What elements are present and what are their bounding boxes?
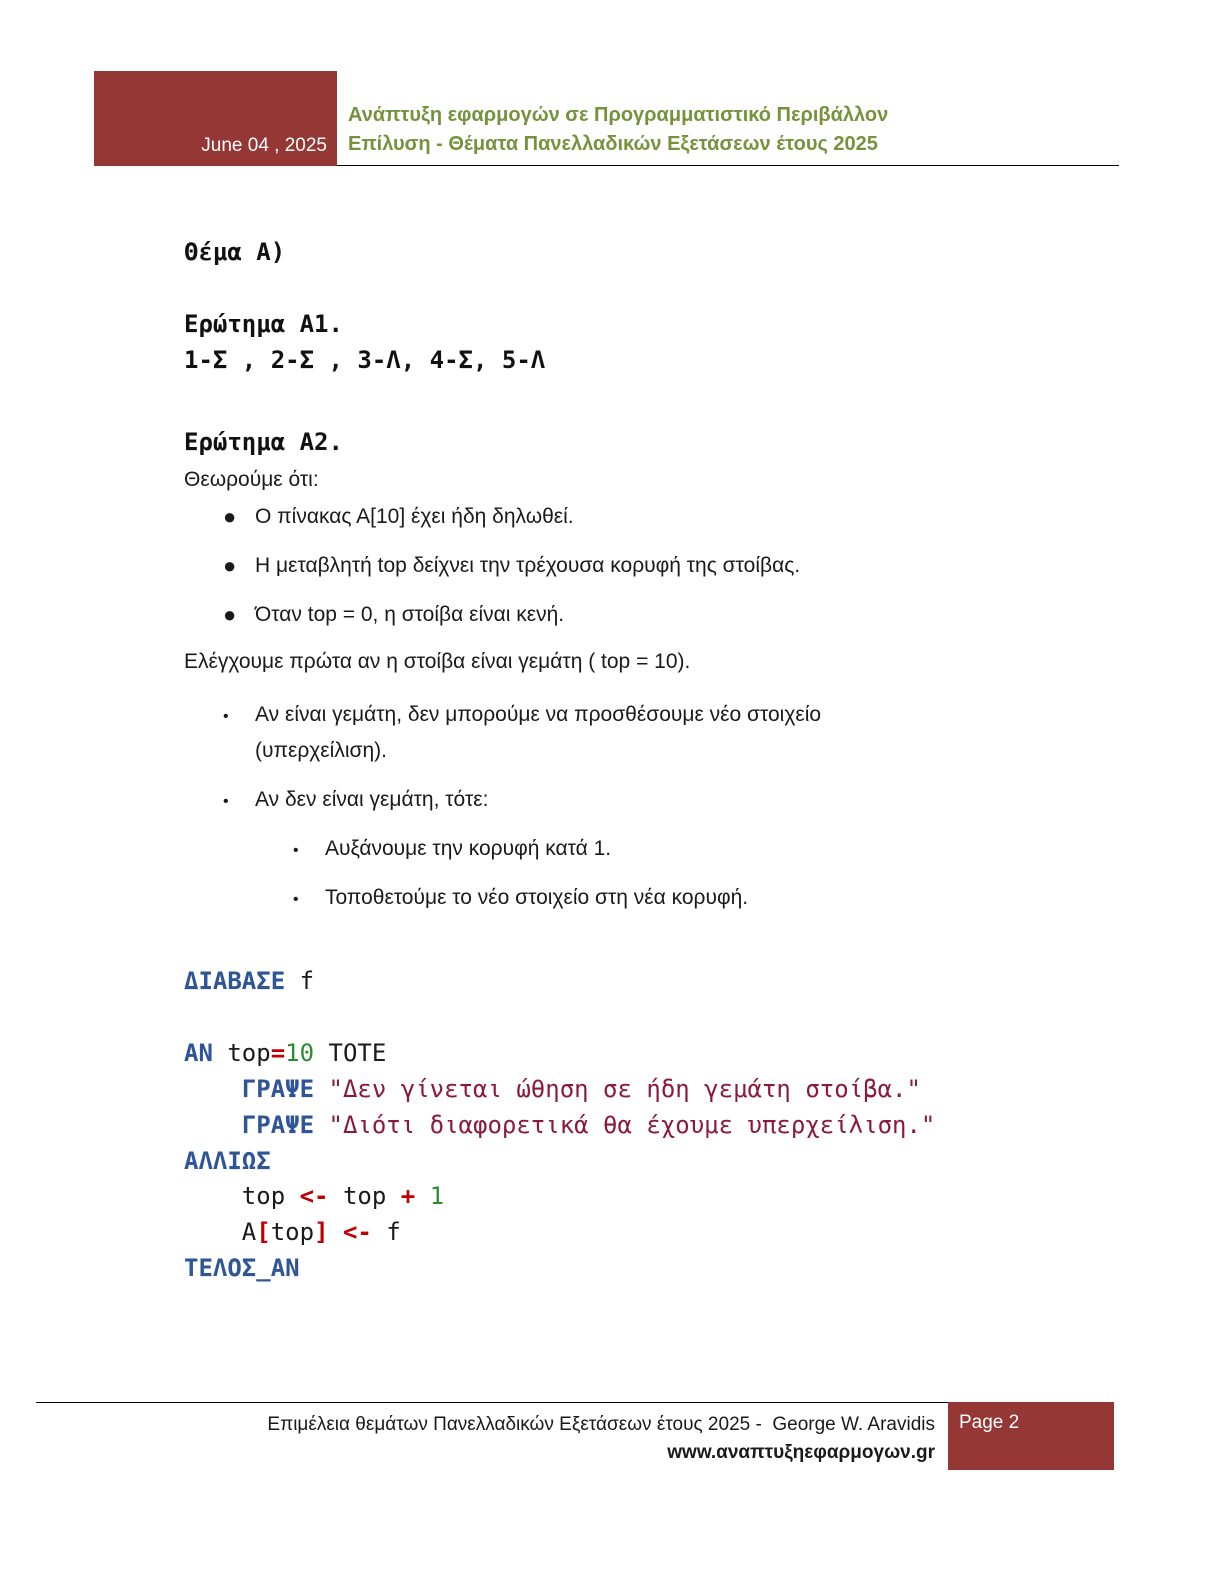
code-line-assign: A[top] <- f <box>241 1218 401 1246</box>
a1-answer: 1-Σ , 2-Σ , 3-Λ, 4-Σ, 5-Λ <box>184 346 546 374</box>
a2-check: Ελέγχουμε πρώτα αν η στοίβα είναι γεμάτη ( top = 10). <box>184 650 691 673</box>
code-line-increment: top <- top + 1 <box>241 1182 445 1210</box>
header-divider <box>337 165 1119 166</box>
code-line-if: ΑΝ top=10 ΤΟΤΕ <box>184 1039 387 1067</box>
list-item: ● Όταν top = 0, η στοίβα είναι κενή. <box>255 597 564 633</box>
list-item: ● Ο πίνακας Α[10] έχει ήδη δηλωθεί. <box>255 499 574 535</box>
bullet-icon: ● <box>223 553 237 578</box>
header-date: June 04 , 2025 <box>201 135 327 156</box>
code-line-else: ΑΛΛΙΩΣ <box>184 1147 271 1175</box>
list-item: • Αυξάνουμε την κορυφή κατά 1. <box>325 831 611 867</box>
header-title-line1: Ανάπτυξη εφαρμογών σε Προγραμματιστικό Περιβάλλον <box>348 104 889 126</box>
footer-page-box <box>948 1402 1114 1470</box>
code-line-read: ΔΙΑΒΑΣΕ f <box>184 967 315 995</box>
list-item: • Αν δεν είναι γεμάτη, τότε: <box>255 782 488 818</box>
header-title-line2: Επίλυση - Θέματα Πανελλαδικών Εξετάσεων έτους 2025 <box>348 133 878 155</box>
code-line-write2: ΓΡΑΨΕ "Διότι διαφορετικά θα έχουμε υπερχείλιση." <box>241 1111 936 1139</box>
section-title: Θέμα Α) <box>184 238 286 266</box>
footer-divider <box>36 1402 948 1403</box>
code-line-endif: ΤΕΛΟΣ_ΑΝ <box>184 1254 300 1282</box>
footer-url-link[interactable]: www.αναπτυξηεφαρμογων.gr <box>667 1442 935 1463</box>
footer-credit-block <box>267 1411 935 1467</box>
bullet-icon: • <box>293 842 299 859</box>
list-item: • Τοποθετούμε το νέο στοιχείο στη νέα κορυφή. <box>325 880 748 916</box>
page-number: Page 2 <box>959 1412 1020 1433</box>
bullet-icon: • <box>223 708 229 725</box>
a2-heading: Ερώτημα Α2. <box>184 428 343 456</box>
header-title <box>348 101 888 159</box>
header-date-box <box>94 71 337 166</box>
list-item: • Αν είναι γεμάτη, δεν μπορούμε να προσθέσουμε νέο στοιχείο (υπερχείλιση). <box>255 697 821 769</box>
footer-credit: Επιμέλεια θεμάτων Πανελλαδικών Εξετάσεων έτους 2025 - George W. Aravidis <box>267 1414 935 1435</box>
bullet-icon: • <box>293 891 299 908</box>
a2-intro: Θεωρούμε ότι: <box>184 468 319 491</box>
list-item: ● Η μεταβλητή top δείχνει την τρέχουσα κορυφή της στοίβας. <box>255 548 800 584</box>
bullet-icon: • <box>223 793 229 810</box>
a1-heading: Ερώτημα Α1. <box>184 310 343 338</box>
bullet-icon: ● <box>223 602 237 627</box>
code-line-write1: ΓΡΑΨΕ "Δεν γίνεται ώθηση σε ήδη γεμάτη στοίβα." <box>241 1075 921 1103</box>
bullet-icon: ● <box>223 504 237 529</box>
